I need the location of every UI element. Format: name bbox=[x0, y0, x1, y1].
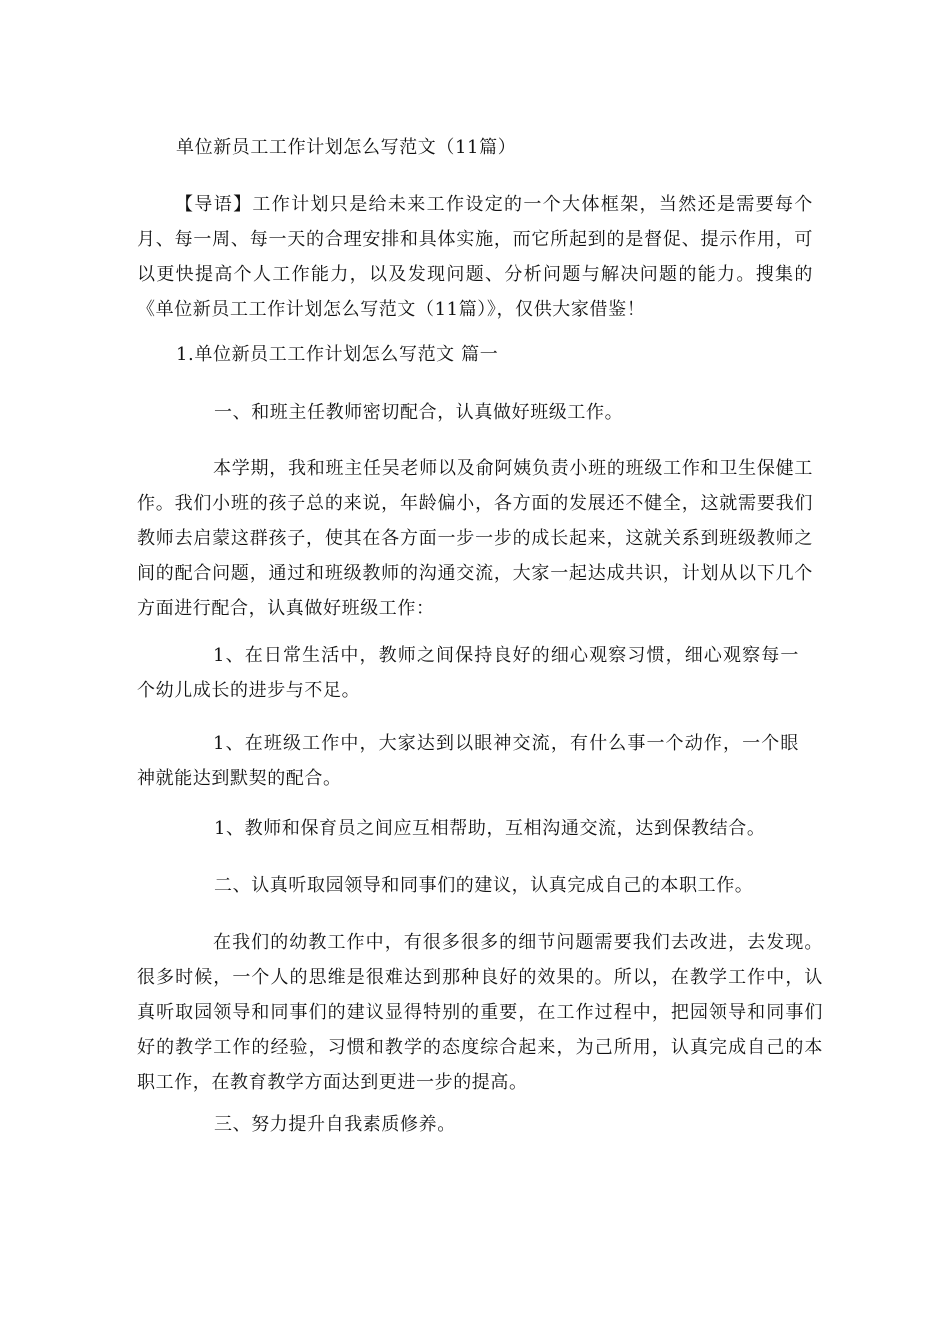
section-heading: 1.单位新员工工作计划怎么写范文 篇一 bbox=[176, 344, 499, 365]
paragraph-body-2: 在我们的幼教工作中，有很多很多的细节问题需要我们去改进，去发现。很多时候，一个人的思维是很难达到那种良好的效果的。所以，在教学工作中，认真听取园领导和同事们的建议显得特别的重要，在工作过程中，把园领导和同事们好的教学工作的经验，习惯和教学的态度综合起来，为己所用，认真完成自己的本职工作，在教育教学方面达到更进一步的提高。 bbox=[137, 932, 823, 1093]
heading-two: 二、认真听取园领导和同事们的建议，认真完成自己的本职工作。 bbox=[214, 875, 754, 896]
list-item-3: 1、教师和保育员之间应互相帮助，互相沟通交流，达到保教结合。 bbox=[214, 818, 766, 839]
heading-one: 一、和班主任教师密切配合，认真做好班级工作。 bbox=[214, 402, 624, 423]
list-item-1: 1、在日常生活中，教师之间保持良好的细心观察习惯，细心观察每一个幼儿成长的进步与不足。 bbox=[137, 645, 799, 701]
heading-three: 三、努力提升自我素质修养。 bbox=[214, 1114, 456, 1135]
document-title: 单位新员工工作计划怎么写范文（11篇） bbox=[176, 137, 517, 158]
list-item-2: 1、在班级工作中，大家达到以眼神交流，有什么事一个动作，一个眼神就能达到默契的配合。 bbox=[137, 733, 799, 789]
paragraph-body-1: 本学期，我和班主任吴老师以及俞阿姨负责小班的班级工作和卫生保健工作。我们小班的孩子总的来说，年龄偏小，各方面的发展还不健全，这就需要我们教师去启蒙这群孩子，使其在各方面一步一步的成长起来，这就关系到班级教师之间的配合问题，通过和班级教师的沟通交流，大家一起达成共识，计划从以下几个方面进行配合，认真做好班级工作： bbox=[137, 458, 813, 619]
intro-paragraph: 【导语】工作计划只是给未来工作设定的一个大体框架，当然还是需要每个月、每一周、每一天的合理安排和具体实施，而它所起到的是督促、提示作用，可以更快提高个人工作能力，以及发现问题、分析问题与解决问题的能力。搜集的《单位新员工工作计划怎么写范文（11篇）》，仅供大家借鉴！ bbox=[137, 194, 813, 320]
